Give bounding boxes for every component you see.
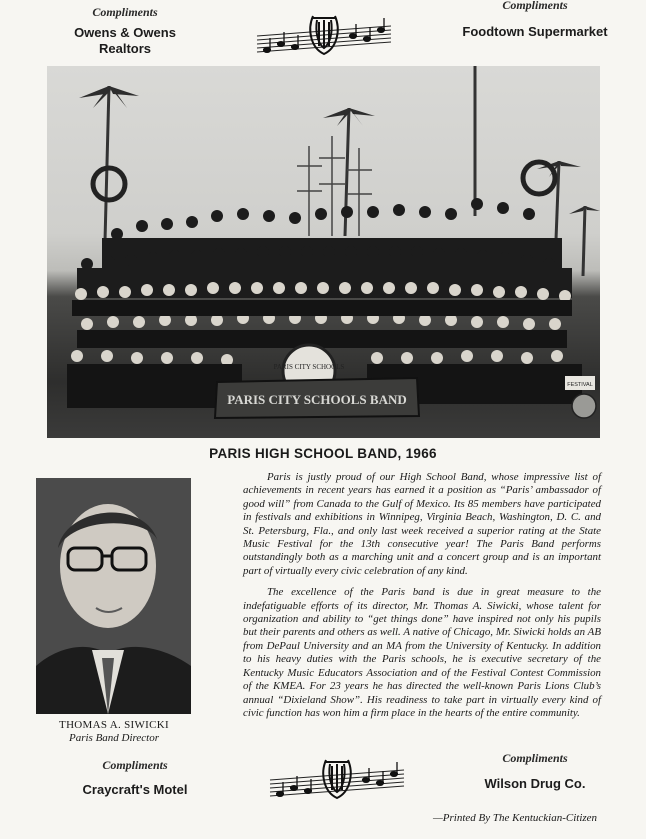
top-left-sponsor-line1: Owens & Owens (74, 25, 176, 40)
article-paragraph-2: The excellence of the Paris band is due in great measure to the indefatiguable efforts of its director, Mr. Thomas A. Siwicki, whose talent for organization and ability to “get things done” have inspired not only his pupils but their parents and others as well. A native of Chicago, Mr. Siwicki holds an AB from DePaul University and an MA from the University of Kentucky. In addition to his heavy duties with the Paris schools, he is executive secretary of the Kentucky Music Educators Association and of the Festival Contest Commission of the KMEA. For 23 years he has directed the well-known Paris Lions Club’s annual “Dixieland Show”. His readiness to take part in virtually every kind of civic function has won him a firm place in the hearts of the entire community. (243, 586, 601, 719)
top-left-sponsor-line2: Realtors (98, 41, 152, 56)
article-paragraph-1: Paris is justly proud of our High School Band, whose impressive list of achievements in recent years has earned it a position as “Paris’ ambassador of good will” from Canada to the Gulf of Mexico. Its 85 members have participated in festivals and exhibitions in Winnipeg, Virginia Beach, Washington, D. C. and St. Petersburg, Fla., and only last week received a superior rating at the State Music Festival for the 13th consecutive year! The Paris Band performs outstandingly both as a marching unit and a concert group and is an important part of virtually every civic celebration of any kind. (243, 471, 601, 577)
band-photo (47, 66, 600, 438)
director-portrait (36, 478, 191, 714)
banner-text: PARIS CITY SCHOOLS BAND (227, 392, 407, 407)
bottom-right-compliments: Compliments (502, 751, 568, 765)
bottom-right-sponsor: Wilson Drug Co. (484, 776, 586, 791)
top-right-compliments: Compliments (502, 0, 568, 12)
director-title: Paris Band Director (68, 732, 160, 744)
music-staff-lyre-ornament-bottom (268, 752, 406, 804)
festival-sign-text: FESTIVAL (567, 382, 593, 388)
director-name: THOMAS A. SIWICKI (59, 719, 169, 731)
article-text (243, 471, 601, 728)
drum-head-text: PARIS CITY SCHOOLS (273, 363, 345, 371)
printed-by-credit: —Printed By The Kentuckian-Citizen (433, 812, 598, 824)
bottom-left-compliments: Compliments (102, 758, 168, 772)
music-staff-lyre-ornament-top (255, 8, 393, 60)
bottom-left-sponsor: Craycraft's Motel (82, 782, 188, 797)
top-right-sponsor: Foodtown Supermarket (462, 24, 608, 39)
photo-caption: PARIS HIGH SCHOOL BAND, 1966 (209, 446, 437, 461)
top-left-compliments: Compliments (92, 5, 158, 19)
